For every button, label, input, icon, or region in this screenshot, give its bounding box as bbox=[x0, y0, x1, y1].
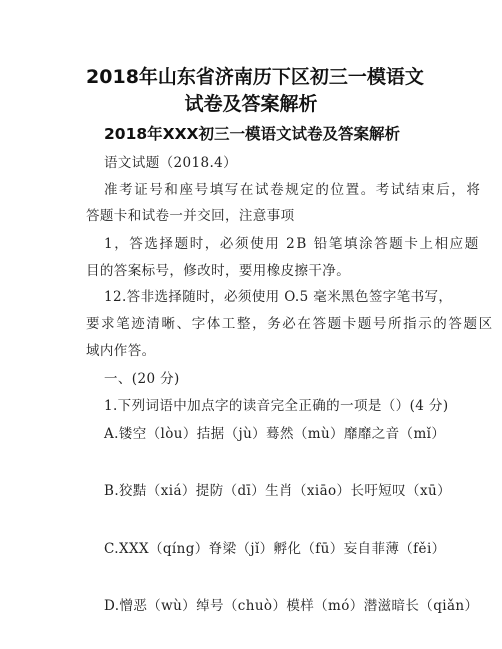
doc-subtitle: 2018年XXX初三一模语文试卷及答案解析 bbox=[104, 125, 400, 143]
exam-date-line: 语文试题（2018.4） bbox=[104, 155, 238, 171]
instruction-line: 准考证号和座号填写在试卷规定的位置。考试结束后，将 bbox=[104, 182, 482, 198]
option-b: B.狡黠（xiá）提防（dī）生肖（xiāo）长吁短叹（xū） bbox=[104, 483, 451, 499]
doc-title-line-2: 试卷及答案解析 bbox=[184, 93, 318, 115]
option-d: D.憎恶（wù）绰号（chuò）模样（mó）潜滋暗长（qiǎn） bbox=[104, 598, 479, 614]
section-heading: 一、(20 分) bbox=[104, 371, 180, 387]
instruction-line: 目的答案标号，修改时，要用橡皮擦干净。 bbox=[86, 263, 351, 279]
doc-title-line-1: 2018年山东省济南历下区初三一模语文 bbox=[86, 66, 424, 88]
instruction-line: 1，答选择题时，必须使用 2B 铅笔填涂答题卡上相应题 bbox=[104, 236, 480, 252]
option-c: C.XXX（qíng）脊梁（jǐ）孵化（fū）妄自菲薄（fěi） bbox=[104, 541, 446, 557]
instruction-line: 12.答非选择随时，必须使用 O.5 毫米黑色签字笔书写， bbox=[104, 289, 453, 305]
question-stem: 1.下列词语中加点字的读音完全正确的一项是（）(4 分) bbox=[104, 398, 449, 414]
instruction-line: 答题卡和试卷一并交回，注意事项 bbox=[86, 208, 295, 224]
instruction-line: 要求笔迹清晰、字体工整，务必在答题卡题号所指示的答题区 bbox=[86, 316, 494, 332]
instruction-line: 域内作答。 bbox=[86, 343, 156, 359]
option-a: A.镂空（lòu）拮据（jù）蓦然（mù）靡靡之音（mǐ） bbox=[104, 426, 446, 442]
